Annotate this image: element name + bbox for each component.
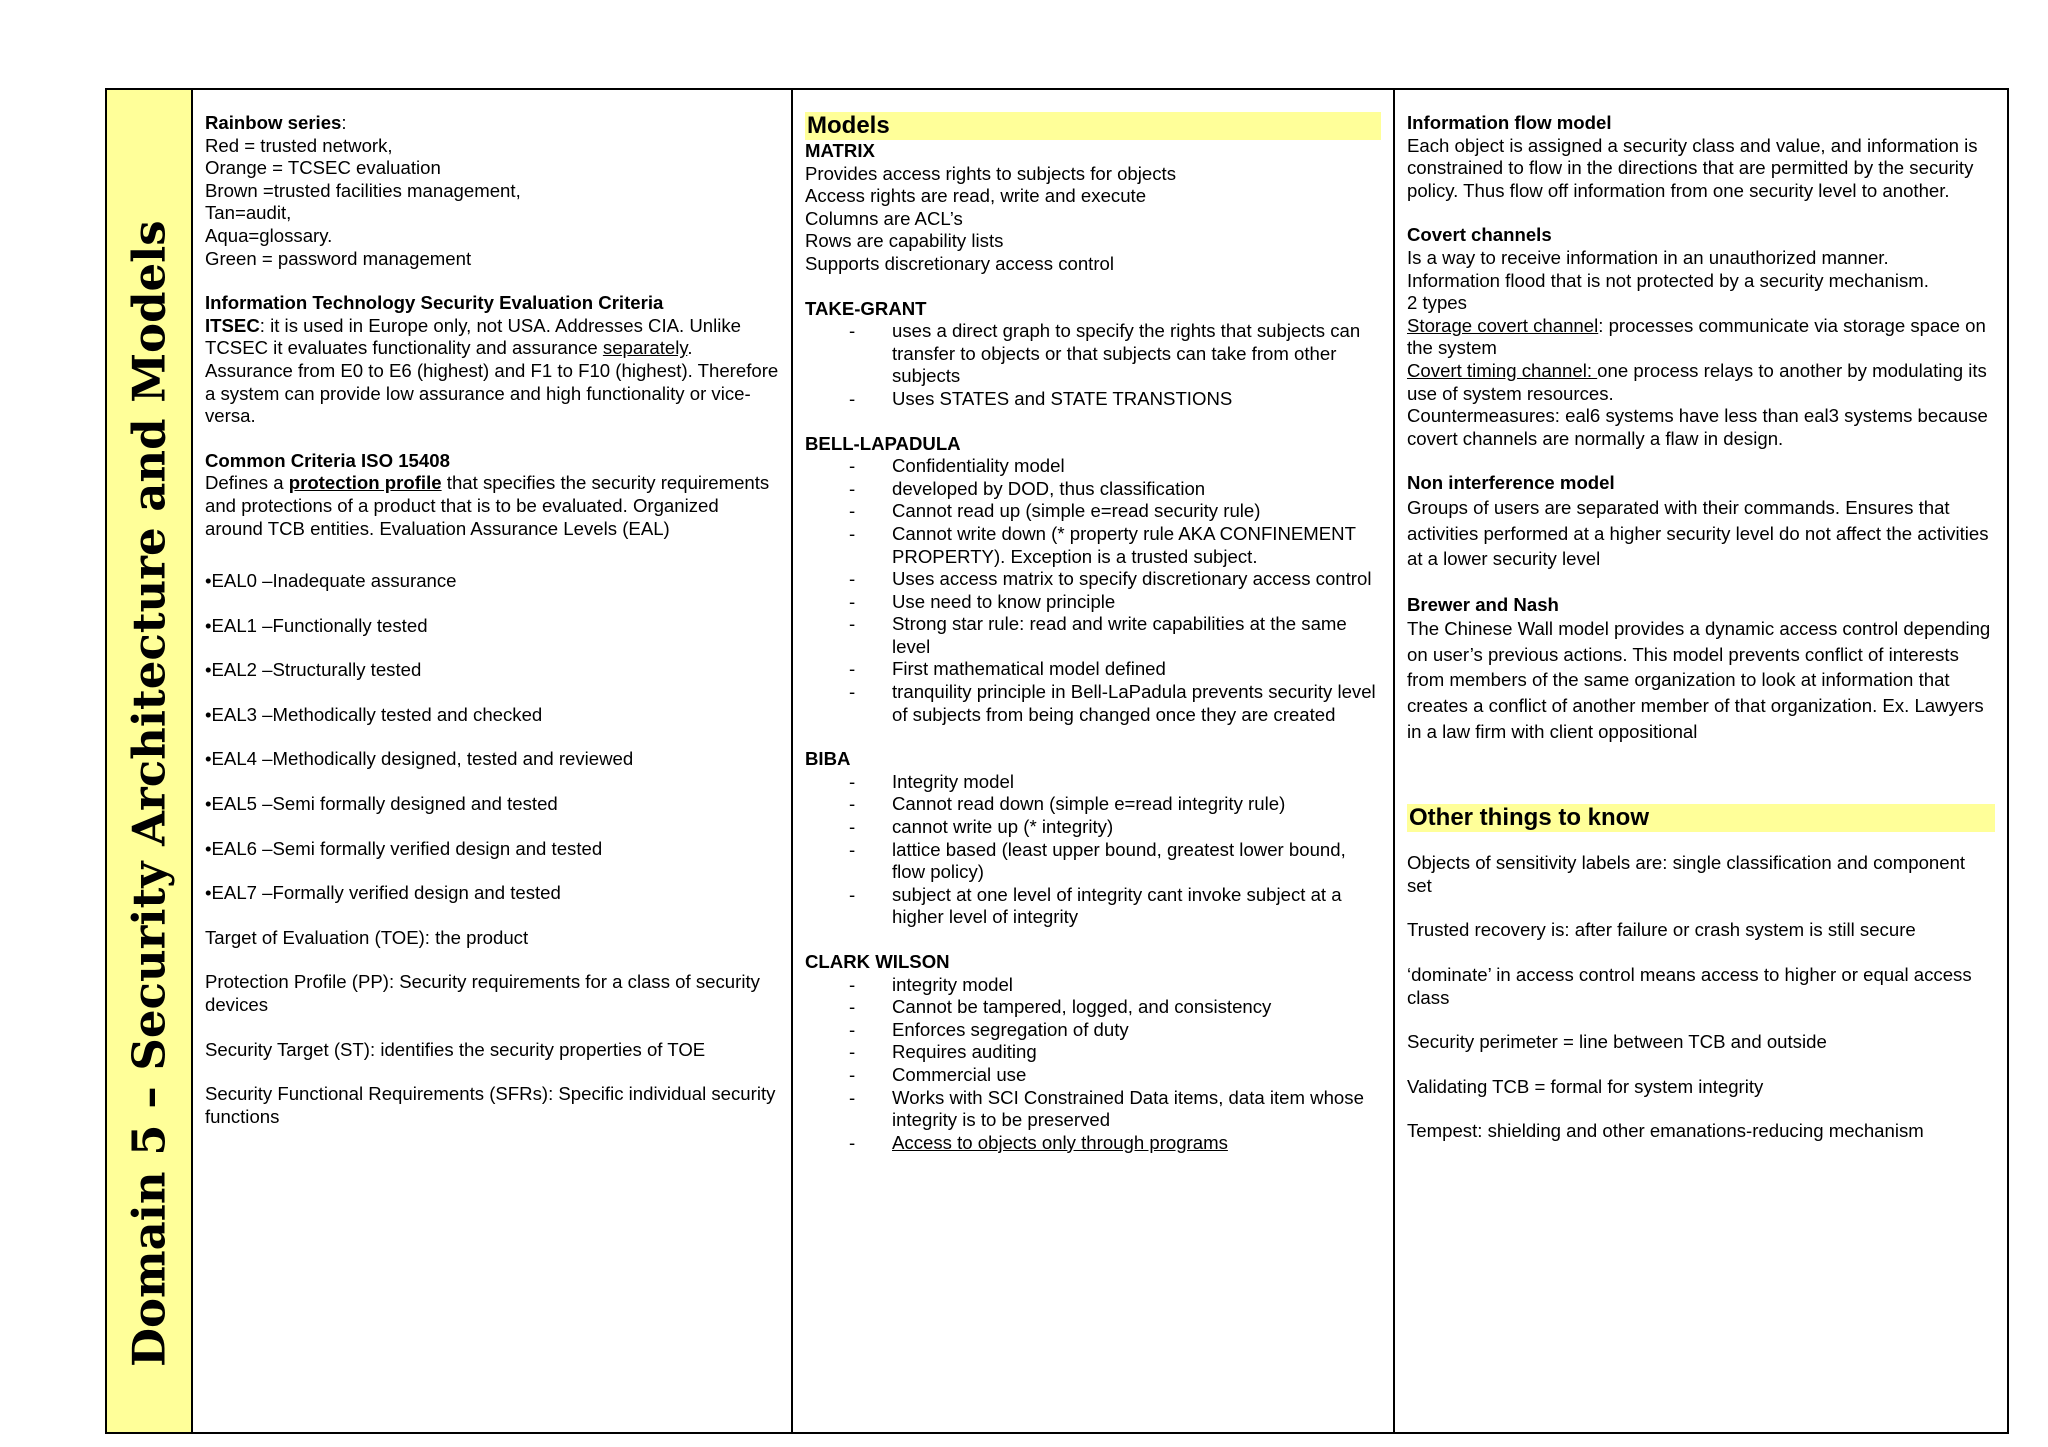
list-item: - subject at one level of integrity cant invoke subject at a higher level of integrity (805, 884, 1381, 929)
list-item: - Cannot write down (* property rule AKA CONFINEMENT PROPERTY). Exception is a trusted subject. (805, 523, 1381, 568)
rainbow-line: Tan=audit, (205, 202, 292, 224)
matrix-heading: MATRIX (805, 140, 875, 161)
eal-list (205, 570, 779, 905)
bell-lapadula-section (805, 433, 1381, 727)
eal-item: •EAL2 –Structurally tested (205, 659, 422, 681)
itsec-section (205, 292, 779, 428)
non-interference-section (1407, 472, 1995, 571)
info-flow-section (1407, 112, 1995, 202)
rainbow-heading-suffix: : (341, 112, 347, 133)
itsec-lead: ITSEC (205, 314, 260, 336)
brewer-nash-section (1407, 594, 1995, 745)
covert-heading: Covert channels (1407, 224, 1552, 246)
list-item: - lattice based (least upper bound, greatest lower bound, flow policy) (805, 839, 1381, 884)
covert-line: Is a way to receive information in an unauthorized manner. (1407, 246, 1889, 268)
matrix-line: Rows are capability lists (805, 230, 1004, 252)
itsec-heading: Information Technology Security Evaluation Criteria (205, 292, 664, 314)
list-item: - Cannot read up (simple e=read security rule) (805, 500, 1381, 523)
list-item: - tranquility principle in Bell-LaPadula prevents security level of subjects from being changed once they are created (805, 681, 1381, 726)
eal-item: •EAL5 –Semi formally designed and tested (205, 793, 558, 815)
cc-protection-profile: protection profile (288, 472, 442, 494)
cc-text (205, 472, 779, 540)
cc-text-a: Defines a (205, 472, 289, 494)
definition-item: Security Functional Requirements (SFRs): Specific individual security functions (205, 1083, 776, 1127)
timing-covert-text: one process relays to another by modulating its use of system resources. (1407, 359, 1987, 404)
clark-wilson-section (805, 951, 1381, 1154)
rainbow-line: Green = password management (205, 247, 472, 269)
itsec-text (205, 315, 779, 428)
take-grant-heading: TAKE-GRANT (805, 297, 927, 319)
other-item: Trusted recovery is: after failure or crash system is still secure (1407, 919, 1916, 941)
other-item: Objects of sensitivity labels are: single classification and component set (1407, 852, 1966, 896)
eal-item: •EAL7 –Formally verified design and tested (205, 882, 561, 904)
column-models (793, 90, 1395, 1432)
models-heading: Models (805, 112, 1381, 140)
storage-covert-text: : processes communicate via storage space on the system (1407, 314, 1986, 359)
clark-heading: CLARK WILSON (805, 951, 950, 972)
biba-list (805, 771, 1381, 929)
list-item: - Uses access matrix to specify discretionary access control (805, 568, 1381, 591)
list-item: - Cannot read down (simple e=read integrity rule) (805, 793, 1381, 816)
bell-list (805, 455, 1381, 726)
brewer-text: The Chinese Wall model provides a dynamic access control depending on user’s previous actions. This model prevents conflict of interests from members of the same organization to look at information that creates a conflict of another member of that organization. Ex. Lawyers in a law firm with client oppositional (1407, 618, 1991, 742)
brewer-heading: Brewer and Nash (1407, 593, 1559, 615)
timing-covert (1407, 360, 1995, 405)
other-things-heading: Other things to know (1407, 804, 1995, 832)
list-item: - Works with SCI Constrained Data items, data item whose integrity is to be preserved (805, 1087, 1381, 1132)
rainbow-line: Aqua=glossary. (205, 224, 333, 246)
eal-item: •EAL3 –Methodically tested and checked (205, 703, 543, 725)
biba-heading: BIBA (805, 748, 851, 770)
covert-channels-section (1407, 224, 1995, 450)
other-item: Security perimeter = line between TCB and outside (1407, 1031, 1827, 1053)
other-item: Validating TCB = formal for system integrity (1407, 1075, 1764, 1097)
rainbow-line: Red = trusted network, (205, 134, 393, 156)
cc-heading: Common Criteria ISO 15408 (205, 449, 450, 471)
list-item: - Commercial use (805, 1064, 1381, 1087)
other-item: ‘dominate’ in access control means access to higher or equal access class (1407, 964, 1972, 1008)
list-item: - uses a direct graph to specify the rights that subjects can transfer to objects or that subjects can take from other subjects (805, 320, 1381, 388)
matrix-line: Provides access rights to subjects for objects (805, 162, 1177, 184)
matrix-section (805, 140, 1381, 276)
eal-item: •EAL4 –Methodically designed, tested and reviewed (205, 748, 634, 770)
title-strip (107, 90, 193, 1432)
rainbow-section (205, 112, 779, 270)
eal-item: •EAL6 –Semi formally verified design and tested (205, 837, 603, 859)
definition-item: Target of Evaluation (TOE): the product (205, 926, 529, 948)
storage-covert-label: Storage covert channel (1407, 314, 1599, 336)
covert-line: Information flood that is not protected by a security mechanism. (1407, 269, 1929, 291)
nonint-text: Groups of users are separated with their commands. Ensures that activities performed at a higher security level do not affect the activities at a lower security level (1407, 496, 1989, 570)
storage-covert (1407, 315, 1995, 360)
rainbow-heading: Rainbow series (205, 112, 342, 133)
list-item: - integrity model (805, 974, 1381, 997)
other-things-list (1407, 852, 1995, 1143)
list-item: - First mathematical model defined (805, 658, 1381, 681)
column-other-models (1395, 90, 2007, 1432)
list-item: - developed by DOD, thus classification (805, 478, 1381, 501)
list-item: - Integrity model (805, 771, 1381, 794)
itsec-underlined: separately (602, 337, 688, 359)
list-item: - Uses STATES and STATE TRANSTIONS (805, 388, 1381, 411)
list-item: - Requires auditing (805, 1041, 1381, 1064)
list-item: - Use need to know principle (805, 591, 1381, 614)
page-title: Domain 5 – Security Architecture and Models (122, 220, 176, 1367)
matrix-line: Supports discretionary access control (805, 252, 1115, 274)
list-item: - Enforces segregation of duty (805, 1019, 1381, 1042)
bell-heading: BELL-LAPADULA (805, 432, 961, 454)
info-flow-text: Each object is assigned a security class and value, and information is constrained to flow in the directions that are permitted by the security policy. Thus flow off information from one security level to another. (1407, 134, 1978, 201)
rainbow-heading-line (205, 112, 779, 135)
itsec-text-a: : it is used in Europe only, not USA. Addresses CIA. Unlike TCSEC it evaluates functionality and assurance (205, 314, 742, 359)
matrix-line: Access rights are read, write and execute (805, 185, 1147, 207)
cc-text-b: that specifies the security requirements and protections of a product that is to be evaluated. Organized around TCB entities. Evaluation Assurance Levels (EAL) (205, 472, 770, 539)
definition-list (205, 927, 779, 1129)
itsec-text-b: . Assurance from E0 to E6 (highest) and F1 to F10 (highest). Therefore a system can provide low assurance and high functionality or vice-versa. (205, 337, 779, 427)
info-flow-heading: Information flow model (1407, 112, 1612, 133)
take-grant-section (805, 298, 1381, 411)
timing-covert-label: Covert timing channel: (1407, 359, 1598, 381)
eal-item: •EAL0 –Inadequate assurance (205, 570, 457, 592)
common-criteria-section (205, 450, 779, 540)
cheat-sheet-page (105, 88, 2009, 1434)
rainbow-line: Orange = TCSEC evaluation (205, 157, 441, 179)
clark-list (805, 974, 1381, 1155)
column-standards (193, 90, 793, 1432)
other-item: Tempest: shielding and other emanations-reducing mechanism (1407, 1120, 1924, 1142)
definition-item: Protection Profile (PP): Security requirements for a class of security devices (205, 971, 760, 1016)
take-grant-list (805, 320, 1381, 410)
definition-item: Security Target (ST): identifies the security properties of TOE (205, 1038, 706, 1060)
covert-line: 2 types (1407, 292, 1467, 314)
covert-countermeasures: Countermeasures: eal6 systems have less than eal3 systems because covert channels are normally a flaw in design. (1407, 405, 1988, 449)
nonint-heading: Non interference model (1407, 472, 1615, 494)
matrix-line: Columns are ACL’s (805, 207, 963, 229)
biba-section (805, 748, 1381, 929)
list-item: - Strong star rule: read and write capabilities at the same level (805, 613, 1381, 658)
rainbow-line: Brown =trusted facilities management, (205, 179, 521, 201)
list-item: - cannot write up (* integrity) (805, 816, 1381, 839)
list-item: - Cannot be tampered, logged, and consistency (805, 996, 1381, 1019)
list-item: - Access to objects only through programs (805, 1132, 1381, 1155)
eal-item: •EAL1 –Functionally tested (205, 614, 428, 636)
list-item: - Confidentiality model (805, 455, 1381, 478)
